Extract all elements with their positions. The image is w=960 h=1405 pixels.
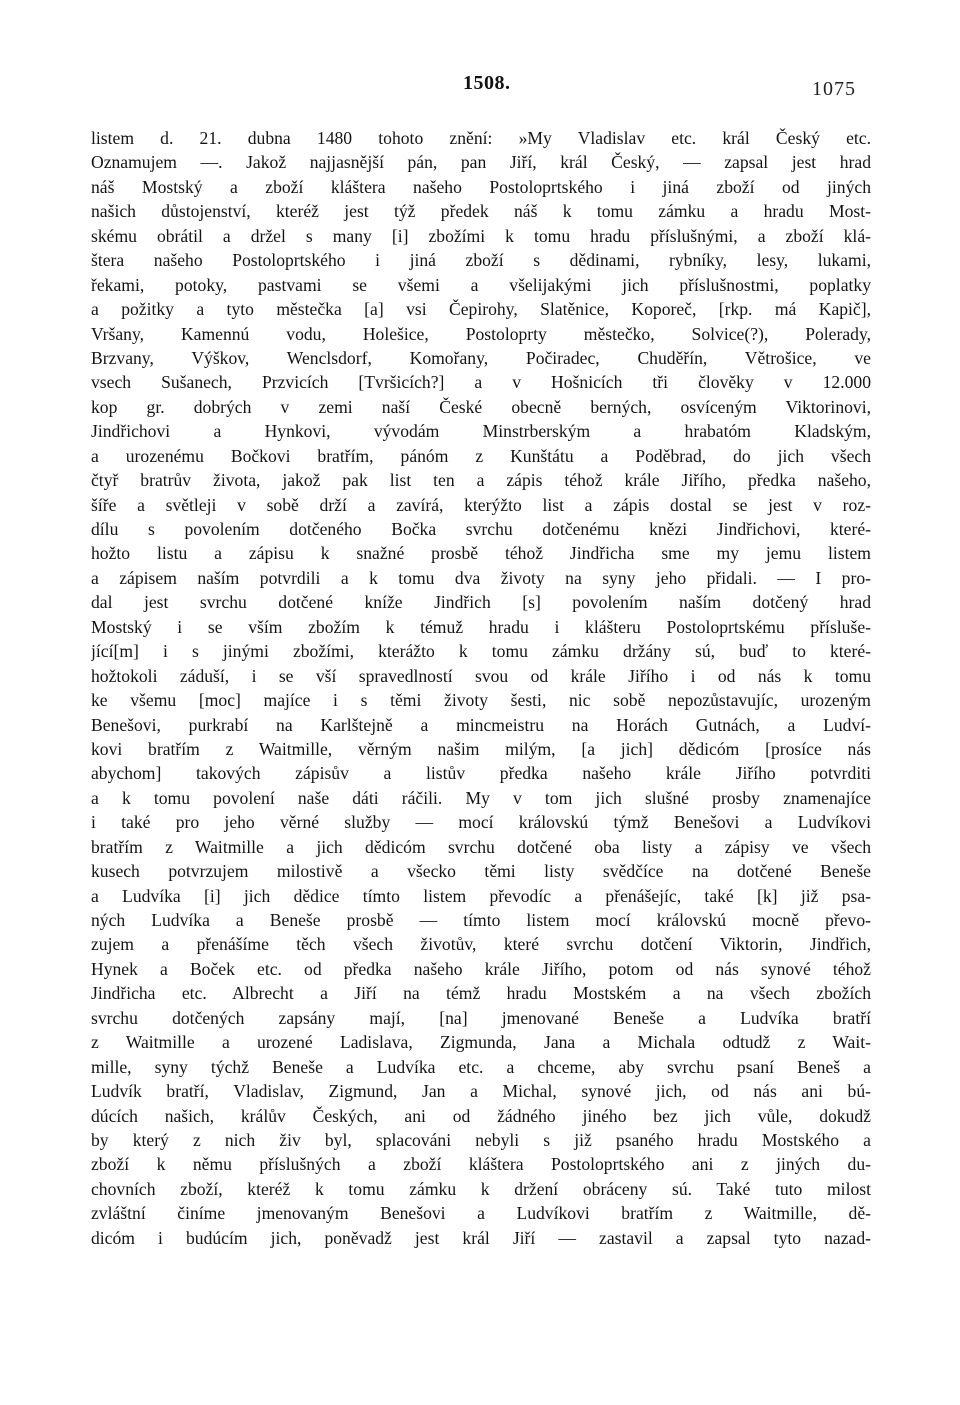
- text-line: čtyř bratrův života, jakož pak list ten a zápis téhož krále Jiřího, předka našeho,: [91, 470, 871, 491]
- text-line: šíře a světleji v sobě drží a zavírá, kterýžto list a zápis dostal se jest v roz-: [91, 494, 871, 515]
- text-line: hožtokoli záduší, i se vší spravedlností svou od krále Jiřího i od nás k tomu: [91, 665, 871, 686]
- text-line: listem d. 21. dubna 1480 tohoto znění: »My Vladislav etc. král Český etc.: [91, 128, 871, 148]
- text-line: zvláštní činíme jmenovaným Benešovi a Ludvíkovi bratřím z Waitmille, dě-: [91, 1203, 871, 1224]
- text-line: dúcích našich, králův Českých, ani od žádného jiného bez jich vůle, dokudž: [91, 1105, 871, 1126]
- text-line: dal jest svrchu dotčené kníže Jindřich [s] povolením naším dotčený hrad: [91, 592, 871, 613]
- text-line: Jindřicha etc. Albrecht a Jiří na témž hradu Mostském a na všech zbožích: [91, 983, 871, 1004]
- text-line: dicóm i budúcím jich, poněvadž jest král Jiří — zastavil a zapsal tyto nazad-: [91, 1227, 871, 1248]
- text-line: kop gr. dobrých v zemi naší České obecně berných, osvíceným Viktorinovi,: [91, 396, 871, 417]
- text-line: Vršany, Kamennú vodu, Holešice, Postoloprty městečko, Solvice(?), Polerady,: [91, 323, 871, 344]
- page-number: 1075: [812, 78, 856, 100]
- text-line: vsech Sušanech, Przvicích [Tvršicích?] a v Hošnicích tři člověky v 12.000: [91, 372, 871, 393]
- page-header: [0, 72, 960, 102]
- text-line: mille, syny týchž Beneše a Ludvíka etc. a chceme, aby svrchu psaní Beneš a: [91, 1056, 871, 1077]
- text-line: z Waitmille a urozené Ladislava, Zigmunda, Jana a Michala odtudž z Wait-: [91, 1032, 871, 1053]
- text-line: kusech potvrzujem milostivě a všecko těmi listy svědčíce na dotčené Beneše: [91, 861, 871, 882]
- text-line: a k tomu povolení naše dáti ráčili. My v tom jich slušné prosby znamenajíce: [91, 787, 871, 808]
- text-line: řekami, potoky, pastvami se všemi a všelijakými jich příslušnostmi, poplatky: [91, 274, 871, 295]
- text-line: skému obrátil a držel s many [i] zbožími k tomu hradu příslušnými, a zboží klá-: [91, 225, 871, 246]
- text-line: i také pro jeho věrné služby — mocí královskú týmž Benešovi a Ludvíkovi: [91, 812, 871, 833]
- year-heading: 1508.: [463, 72, 511, 94]
- text-line: Hynek a Boček etc. od předka našeho krále Jiřího, potom od nás synové téhož: [91, 958, 871, 979]
- text-line: našich důstojenství, kteréž jest týž předek náš k tomu zámku a hradu Most-: [91, 201, 871, 222]
- text-line: a požitky a tyto městečka [a] vsi Čepirohy, Slatěnice, Koporeč, [rkp. má Kapič],: [91, 299, 871, 320]
- text-line: abychom] takových zápisův a listův předka našeho krále Jiřího potvrditi: [91, 763, 871, 784]
- text-line: a zápisem naším potvrdili a k tomu dva životy na syny jeho přidali. — I pro-: [91, 567, 871, 588]
- text-line: Mostský i se vším zbožím k témuž hradu i klášteru Postoloprtskému přísluše-: [91, 616, 871, 637]
- text-line: zujem a přenášíme těch všech životův, které svrchu dotčení Viktorin, Jindřich,: [91, 934, 871, 955]
- text-line: Oznamujem —. Jakož najjasnější pán, pan Jiří, král Český, — zapsal jest hrad: [91, 152, 871, 173]
- text-line: náš Mostský a zboží kláštera našeho Postoloprtského i jiná zboží od jiných: [91, 176, 871, 197]
- text-line: Ludvík bratří, Vladislav, Zigmund, Jan a Michal, synové jich, od nás ani bú-: [91, 1081, 871, 1102]
- text-line: a urozenému Bočkovi bratřím, pánóm z Kunštátu a Poděbrad, do jich všech: [91, 445, 871, 466]
- text-line: Brzvany, Výškov, Wenclsdorf, Komořany, Počiradec, Chuděřín, Větrošice, ve: [91, 347, 871, 368]
- body-text: [91, 126, 871, 1250]
- text-line: hožto listu a zápisu k snažné prosbě téhož Jindřicha sme my jemu listem: [91, 543, 871, 564]
- text-line: chovních zboží, kteréž k tomu zámku k držení obráceny sú. Také tuto milost: [91, 1178, 871, 1199]
- text-line: Jindřichovi a Hynkovi, vývodám Minstrberským a hrabatóm Kladským,: [91, 421, 871, 442]
- text-line: ke všemu [moc] majíce i s těmi životy šesti, nic sobě nepozůstavujíc, urozeným: [91, 690, 871, 711]
- text-line: bratřím z Waitmille a jich dědicóm svrchu dotčené oba listy a zápisy ve všech: [91, 836, 871, 857]
- text-line: štera našeho Postoloprtského i jiná zboží s dědinami, rybníky, lesy, lukami,: [91, 250, 871, 271]
- text-line: ných Ludvíka a Beneše prosbě — tímto listem mocí královskú mocně převo-: [91, 910, 871, 930]
- text-line: Benešovi, purkrabí na Karlštejně a mincmeistru na Horách Gutnách, a Ludví-: [91, 714, 871, 735]
- text-line: zboží k němu příslušných a zboží kláštera Postoloprtského ani z jiných du-: [91, 1154, 871, 1175]
- text-line: kovi bratřím z Waitmille, věrným našim milým, [a jich] dědicóm [prosíce nás: [91, 738, 871, 759]
- text-line: dílu s povolením dotčeného Bočka svrchu dotčenému knězi Jindřichovi, které-: [91, 519, 871, 539]
- text-line: by který z nich živ byl, splacováni nebyli s již psaného hradu Mostského a: [91, 1129, 871, 1150]
- text-line: svrchu dotčených zapsány mají, [na] jmenované Beneše a Ludvíka bratří: [91, 1007, 871, 1028]
- text-line: jící[m] i s jinými zbožími, kterážto k tomu zámku držány sú, buď to které-: [91, 641, 871, 662]
- text-line: a Ludvíka [i] jich dědice tímto listem převodíc a přenášejíc, také [k] již psa-: [91, 885, 871, 906]
